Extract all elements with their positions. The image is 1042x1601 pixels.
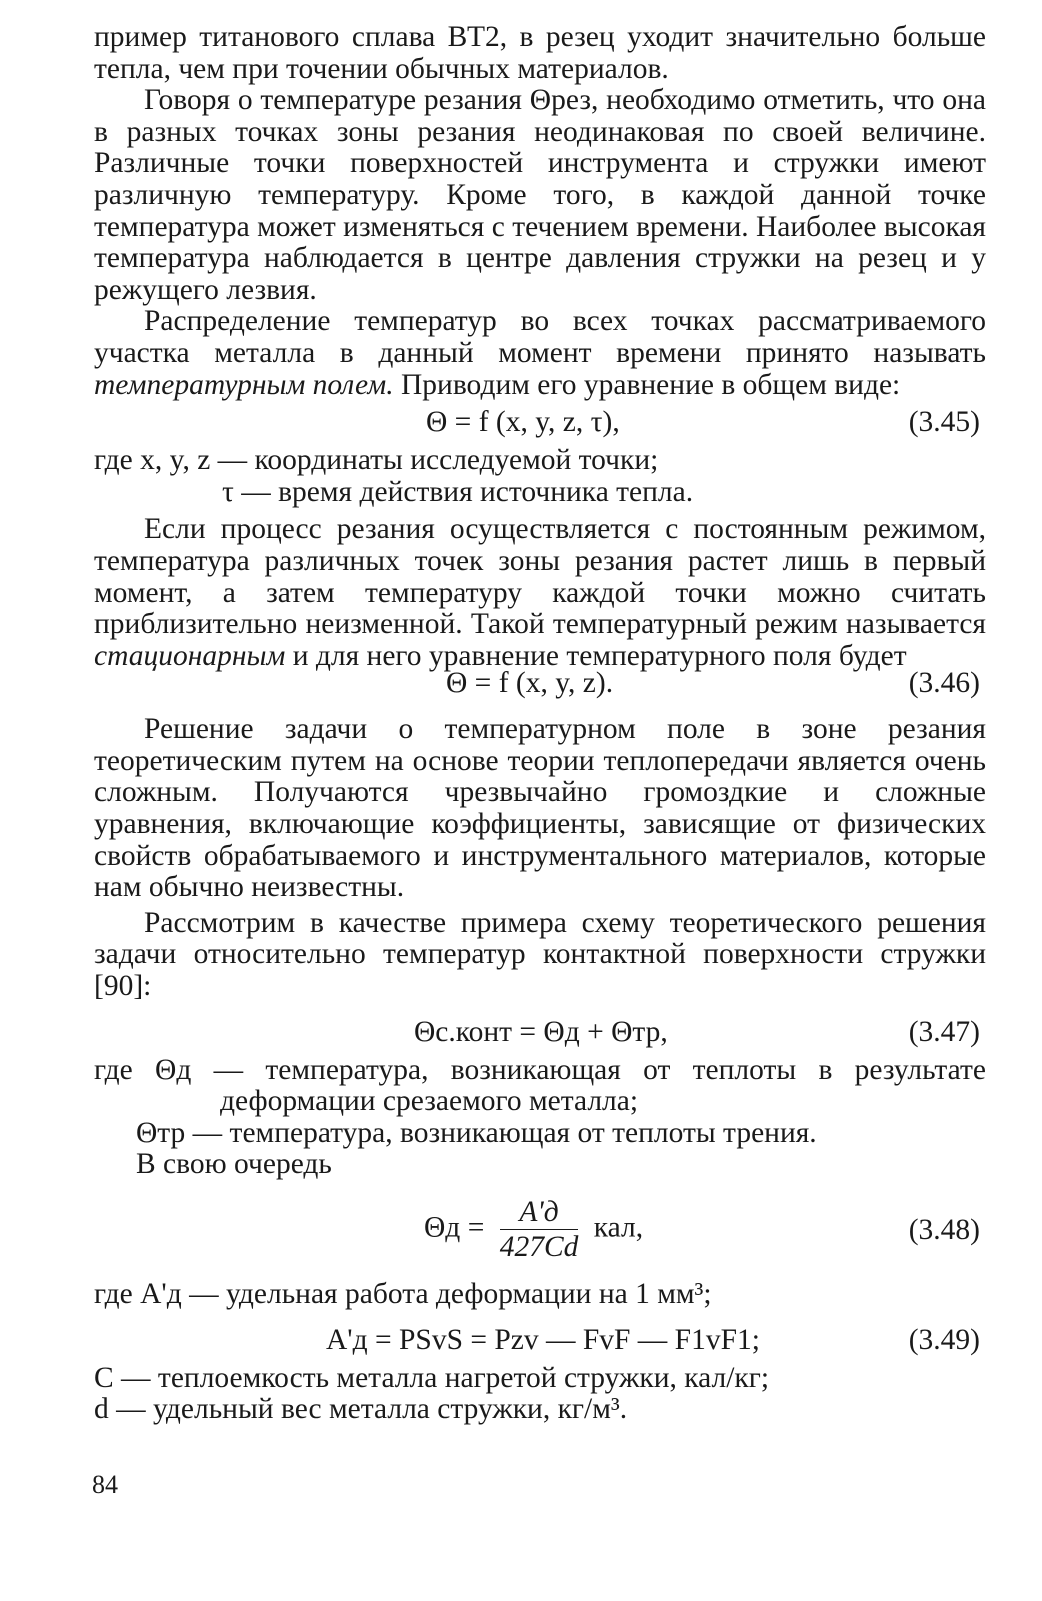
definition-line: C — теплоемкость металла нагретой стружки, кал/кг; bbox=[94, 1361, 770, 1394]
definitions-list bbox=[94, 1363, 986, 1426]
text-run: и для него уравнение температурного поля будет bbox=[285, 639, 907, 672]
equation-number: (3.49) bbox=[908, 1323, 980, 1356]
equation-lhs: Θд = bbox=[424, 1211, 485, 1244]
where-line: где A'д — удельная работа деформации на 1 мм³; bbox=[94, 1278, 712, 1310]
equation-formula: Θс.конт = Θд + Θтр, bbox=[414, 1015, 668, 1048]
emphasis-term: температурным полем. bbox=[94, 368, 394, 401]
equation-number: (3.46) bbox=[908, 667, 980, 700]
where-clause-3-45 bbox=[94, 445, 986, 508]
where-line: где x, y, z — координаты исследуемой точки; bbox=[94, 444, 659, 477]
equation-formula: A'д = PSvS = Pzv — FvF — F1vF1; bbox=[326, 1323, 760, 1356]
text-run: Если процесс резания осуществляется с постоянным режимом, температура различных точек зоны резания растет лишь в первый момент, а затем температуру каждой точки можно считать приблизительно неизменной. Такой температурный режим называется bbox=[94, 513, 986, 641]
paragraph-continuation: пример титанового сплава ВТ2, в резец уходит значительно больше тепла, чем при точении обычных материалов. bbox=[94, 21, 986, 85]
equation-number: (3.47) bbox=[908, 1015, 980, 1048]
equation-formula: Θ = f (x, y, z). bbox=[446, 667, 614, 700]
equation-3-48 bbox=[94, 1187, 986, 1273]
where-line: τ — время действия источника тепла. bbox=[222, 475, 694, 508]
equation-formula bbox=[424, 1195, 643, 1264]
equation-number: (3.48) bbox=[908, 1214, 980, 1246]
equation-3-45 bbox=[94, 403, 986, 443]
equation-unit: кал, bbox=[593, 1211, 644, 1244]
where-clause-3-48 bbox=[94, 1279, 986, 1311]
fraction bbox=[500, 1195, 579, 1264]
page-body bbox=[94, 22, 986, 1426]
fraction-denominator: 427Cd bbox=[499, 1231, 579, 1263]
paragraph-stationary-mode bbox=[94, 514, 986, 672]
definition-line: d — удельный вес металла стружки, кг/м³. bbox=[94, 1393, 628, 1426]
emphasis-term: стационарным bbox=[94, 639, 286, 672]
where-line: где Θд — температура, возникающая от теплоты в результате деформации срезаемого металла; bbox=[94, 1053, 986, 1118]
paragraph-temperature-field bbox=[94, 306, 986, 401]
equation-3-47 bbox=[94, 1013, 986, 1053]
where-clause-3-47 bbox=[94, 1055, 986, 1181]
where-line: Θтр — температура, возникающая от теплоты трения. bbox=[136, 1116, 817, 1149]
where-line: В свою очередь bbox=[136, 1148, 332, 1181]
text-run: Приводим его уравнение в общем виде: bbox=[393, 368, 901, 401]
text-run: Распределение температур во всех точках рассматриваемого участка металла в данный момент времени принято называть bbox=[94, 305, 986, 369]
equation-formula: Θ = f (x, y, z, τ), bbox=[426, 406, 620, 439]
paragraph-cutting-temperature: Говоря о температуре резания Θрез, необходимо отметить, что она в разных точках зоны резания неодинаковая по своей величине. Различные точки поверхностей инструмента и стружки имеют различную температуру. Кроме того, в каждой данной точке температура может изменяться с течением времени. Наиболее высокая температура наблюдается в центре давления стружки на резец и у режущего лезвия. bbox=[94, 84, 986, 306]
equation-number: (3.45) bbox=[908, 406, 980, 439]
paragraph-example-scheme: Рассмотрим в качестве примера схему теоретического решения задачи относительно температур контактной поверхности стружки [90]: bbox=[94, 906, 986, 1003]
fraction-numerator: A'д bbox=[500, 1195, 579, 1230]
equation-3-46 bbox=[94, 664, 986, 704]
paragraph-theoretical-solution: Решение задачи о температурном поле в зоне резания теоретическим путем на основе теории теплопередачи является очень сложным. Получаются чрезвычайно громоздкие и сложные уравнения, включающие коэффициенты, зависящие от физических свойств обрабатываемого и инструментального материалов, которые нам обычно неизвестны. bbox=[94, 713, 986, 904]
equation-3-49 bbox=[94, 1321, 986, 1361]
page-number: 84 bbox=[92, 1470, 118, 1499]
